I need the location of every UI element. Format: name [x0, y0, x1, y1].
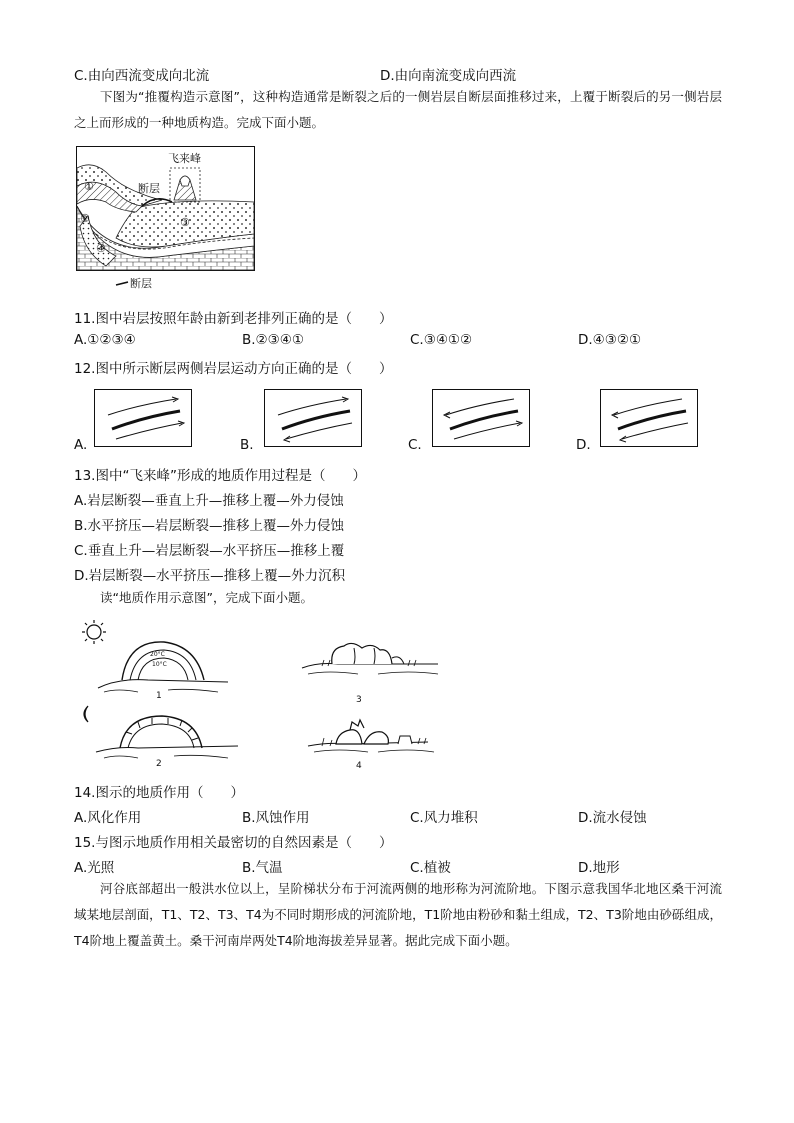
intro-geo-text: 读“地质作用示意图”，完成下面小题。 [100, 590, 313, 605]
q12-diagram-b[interactable] [264, 389, 362, 447]
intro-terrace [74, 876, 722, 954]
q11-option-b[interactable]: B.②③④① [242, 332, 304, 348]
panel-number-2: 2 [156, 759, 162, 769]
fault-label: 断层 [138, 182, 160, 195]
q12-option-c[interactable]: C. [408, 437, 422, 453]
q12-stem: 12.图中所示断层两侧岩层运动方向正确的是（ ） [74, 361, 393, 377]
option-d-prev[interactable]: D.由向南流变成向西流 [380, 68, 517, 84]
q15-stem: 15.与图示地质作用相关最密切的自然因素是（ ） [74, 835, 393, 851]
moon-icon [84, 706, 88, 722]
q12-option-d[interactable]: D. [576, 437, 591, 453]
q12-diagram-c[interactable] [432, 389, 530, 447]
q11-option-c[interactable]: C.③④①② [410, 332, 473, 348]
layer-label-4: ④ [96, 242, 106, 255]
thrust-structure-figure [76, 146, 256, 296]
layer-label-2: ② [80, 212, 90, 225]
q12-diagram-d[interactable] [600, 389, 698, 447]
q13-option-d[interactable]: D.岩层断裂—水平挤压—推移上覆—外力沉积 [74, 568, 346, 584]
q15-option-b[interactable]: B.气温 [242, 860, 283, 876]
intro-geo [74, 585, 722, 611]
temp-label-20: 20°C [150, 651, 165, 658]
temp-label-10: 10°C [152, 661, 167, 668]
option-c-prev[interactable]: C.由向西流变成向北流 [74, 68, 210, 84]
q13-option-c[interactable]: C.垂直上升—岩层断裂—水平挤压—推移上覆 [74, 543, 345, 559]
intro-thrust [74, 84, 722, 136]
intro-thrust-text: 下图为“推覆构造示意图”，这种构造通常是断裂之后的一侧岩层自断层面推移过来，上覆于断裂后的另一侧岩层之上而形成的一种地质构造。完成下面小题。 [74, 89, 722, 130]
q13-stem: 13.图中“飞来峰”形成的地质作用过程是（ ） [74, 468, 366, 484]
q11-option-a[interactable]: A.①②③④ [74, 332, 136, 348]
layer-label-3: ③ [180, 216, 190, 229]
q12-diagram-a[interactable] [94, 389, 192, 447]
q12-option-b[interactable]: B. [240, 437, 254, 453]
legend-fault-label: 断层 [130, 277, 152, 290]
q13-option-b[interactable]: B.水平挤压—岩层断裂—推移上覆—外力侵蚀 [74, 518, 345, 534]
q12-option-a[interactable]: A. [74, 437, 88, 453]
intro-terrace-text: 河谷底部超出一般洪水位以上，呈阶梯状分布于河流两侧的地形称为河流阶地。下图示意我国华北地区桑干河流域某地层剖面，T1、T2、T3、T4为不同时期形成的河流阶地，T1阶地由粉砂和黏土组成，T2、T3阶地由砂砾组成，T4阶地上覆盖黄土。桑干河南岸两处T4阶地海拔差异显著。据此完成下面小题。 [74, 881, 722, 948]
q14-option-c[interactable]: C.风力堆积 [410, 810, 478, 826]
layer-label-1: ① [84, 180, 94, 193]
q15-option-a[interactable]: A.光照 [74, 860, 115, 876]
q11-option-d[interactable]: D.④③②① [578, 332, 642, 348]
q13-option-a[interactable]: A.岩层断裂—垂直上升—推移上覆—外力侵蚀 [74, 493, 344, 509]
q15-option-d[interactable]: D.地形 [578, 860, 620, 876]
q14-option-d[interactable]: D.流水侵蚀 [578, 810, 647, 826]
q14-option-b[interactable]: B.风蚀作用 [242, 810, 310, 826]
peak-label: 飞来峰 [168, 152, 201, 165]
q11-stem: 11.图中岩层按照年龄由新到老排列正确的是（ ） [74, 311, 393, 327]
q14-option-a[interactable]: A.风化作用 [74, 810, 142, 826]
geo-process-figure [78, 618, 458, 778]
q15-option-c[interactable]: C.植被 [410, 860, 451, 876]
panel-number-4: 4 [356, 761, 362, 771]
sun-icon [82, 620, 106, 644]
panel-number-3: 3 [356, 695, 362, 705]
panel-number-1: 1 [156, 691, 162, 701]
q14-stem: 14.图示的地质作用（ ） [74, 785, 244, 801]
